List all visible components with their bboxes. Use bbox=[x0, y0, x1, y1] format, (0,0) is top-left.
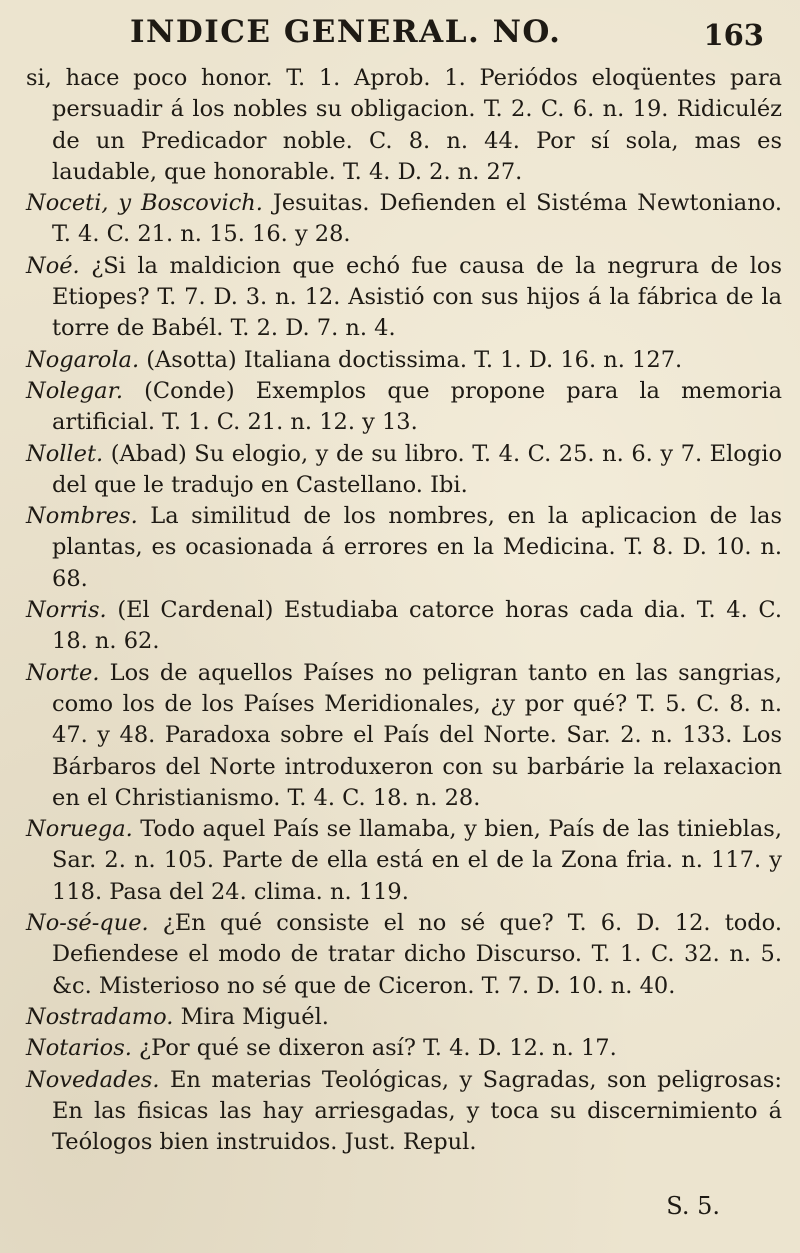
entry-headword: Noé. bbox=[26, 252, 80, 279]
entry-text: En materias Teológicas, y Sagradas, son peligrosas: En las fisicas las hay arriesgadas, y toca su discernimiento á Teólogos bien instruidos. Just. Repul. bbox=[52, 1066, 782, 1156]
index-entry bbox=[26, 595, 782, 658]
index-entry bbox=[26, 501, 782, 595]
index-entry bbox=[26, 658, 782, 814]
entry-text: si, hace poco honor. T. 1. Aprob. 1. Periódos eloqüentes para persuadir á los nobles su obligacion. T. 2. C. 6. n. 19. Ridiculéz de un Predicador noble. C. 8. n. 44. Por sí sola, mas es laudable, que honorable. T. 4. D. 2. n. 27. bbox=[26, 65, 782, 185]
entry-headword: Nombres. bbox=[26, 503, 138, 530]
entry-text: Mira Miguél. bbox=[173, 1003, 329, 1030]
signature-mark: S. 5. bbox=[666, 1192, 720, 1220]
entry-text: Todo aquel País se llamaba, y bien, País de las tinieblas, Sar. 2. n. 105. Parte de ella está en el de la Zona fria. n. 117. y 118. Pasa del 24. clima. n. 119. bbox=[52, 816, 782, 905]
index-entry bbox=[26, 376, 782, 439]
entry-text: Jesuitas. Defienden el Sistéma Newtoniano. T. 4. C. 21. n. 15. 16. y 28. bbox=[52, 190, 782, 248]
page-header bbox=[0, 14, 800, 60]
index-entry bbox=[26, 63, 782, 188]
entry-text: Los de aquellos Países no peligran tanto en las sangrias, como los de los Países Meridionales, ¿y por qué? T. 5. C. 8. n. 47. y 48. Paradoxa sobre el País del Norte. Sar. 2. n. 133. Los Bárbaros del Norte introduxeron con su barbárie la relaxacion en el Christianismo. T. 4. C. 18. n. 28. bbox=[52, 659, 782, 811]
page-number: 163 bbox=[703, 18, 764, 52]
index-entry bbox=[26, 1002, 782, 1033]
index-entries bbox=[26, 63, 782, 1158]
entry-headword: Nostradamo. bbox=[26, 1003, 174, 1030]
index-entry bbox=[26, 1033, 782, 1064]
entry-headword: Notarios. bbox=[26, 1035, 132, 1062]
index-entry bbox=[26, 908, 782, 1002]
entry-headword: Noruega. bbox=[26, 816, 133, 843]
entry-headword: Norte. bbox=[26, 659, 100, 686]
entry-text: ¿Por qué se dixeron así? T. 4. D. 12. n. 17. bbox=[131, 1035, 617, 1062]
index-entry bbox=[26, 1065, 782, 1159]
entry-headword: Norris. bbox=[26, 597, 107, 624]
entry-headword: Novedades. bbox=[26, 1066, 160, 1093]
entry-text: La similitud de los nombres, en la aplicacion de las plantas, es ocasionada á errores en la Medicina. T. 8. D. 10. n. 68. bbox=[52, 503, 782, 592]
index-entry bbox=[26, 251, 782, 345]
entry-text: (Conde) Exemplos que propone para la memoria artificial. T. 1. C. 21. n. 12. y 13. bbox=[52, 377, 782, 436]
entry-headword: Nogarola. bbox=[26, 346, 140, 373]
entry-text: ¿Si la maldicion que echó fue causa de la negrura de los Etiopes? T. 7. D. 3. n. 12. Asistió con sus hijos á la fábrica de la torre de Babél. T. 2. D. 7. n. 4. bbox=[52, 252, 782, 342]
entry-text: ¿En qué consiste el no sé que? T. 6. D. 12. todo. Defiendese el modo de tratar dicho Discurso. T. 1. C. 32. n. 5. &c. Misterioso no sé que de Ciceron. T. 7. D. 10. n. 40. bbox=[52, 910, 782, 999]
index-entry bbox=[26, 439, 782, 502]
index-entry bbox=[26, 188, 782, 251]
entry-headword: No-sé-que. bbox=[26, 910, 149, 937]
running-title: INDICE GENERAL. NO. bbox=[130, 14, 562, 50]
index-entry bbox=[26, 345, 782, 376]
entry-text: (El Cardenal) Estudiaba catorce horas cada dia. T. 4. C. 18. n. 62. bbox=[52, 597, 782, 655]
entry-headword: Nolegar. bbox=[26, 377, 123, 404]
index-entry bbox=[26, 814, 782, 908]
entry-headword: Noceti, y Boscovich. bbox=[26, 190, 263, 217]
entry-text: (Asotta) Italiana doctissima. T. 1. D. 16. n. 127. bbox=[139, 346, 683, 373]
entry-text: (Abad) Su elogio, y de su libro. T. 4. C. 25. n. 6. y 7. Elogio del que le tradujo en Castellano. Ibi. bbox=[52, 440, 782, 498]
entry-headword: Nollet. bbox=[26, 440, 104, 467]
